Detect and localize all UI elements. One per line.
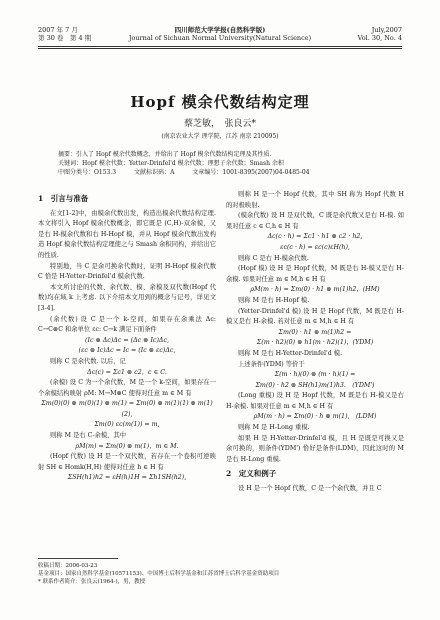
header-date: 2007 年 7 月 [38, 26, 78, 34]
equation: ρM(m · h) = Σm(0) · h1 ⊗ m(1)h2，(HM) [250, 286, 380, 294]
equation: Σm(0) εc(m(1)) = m, [94, 421, 160, 429]
header-rule [38, 46, 402, 47]
equation: Σ(m · h)(0) ⊗ (m · h)(1) = [274, 371, 356, 379]
abstract [58, 150, 382, 177]
equation: ΣSH(h1)h2 = εH(h)1H = Σh1SH(h2), [67, 474, 187, 482]
equation: ρM(m) = Σm(0) ⊗ m(1)，m ∈ M. [75, 442, 179, 450]
section-heading: 1 引言与准备 [38, 194, 89, 203]
abstract-summary: 摘要：引入了 Hopf 模余代数概念，并给出了 Hopf 模余代数结构定理及其性质. [58, 151, 272, 158]
header-right [358, 26, 402, 42]
equation: Σ(m · h2)(0) ⊗ h1(m · h2)(1)，(YDM) [256, 339, 374, 347]
paragraph: (模余代数) 设 H 是双代数，C 既是余代数又是右 H-模. 如果对任意 c ∈ C,h ∈ H 有 [226, 212, 404, 230]
footnote-fund: 基金项目：国家自然科学基金(10571153)、中国博士后科学基金和江苏省博士后科学基金资助项目 [38, 571, 280, 577]
equation: Σm(0) · h2 ⊗ SH(h1)m(1)h3. (YDM') [255, 381, 375, 389]
paragraph: (Hopf 模) 设 H 是 Hopf 代数，M 既是右 H-模又是右 H-余模. 如果对任意 m ∈ M,h ∈ H 有 [226, 265, 404, 283]
paper-title: Hopf 模余代数结构定理 [130, 93, 310, 111]
footnote [38, 562, 402, 586]
paragraph: 在文[1-2]中，由模余代数出发，构造出模余代数结构定理. 本文将引入 Hopf 模余代数概念，即它既是 (C,H)-双余模，又是右 H-模余代数和右 H-Hopf 模，并从 Hopf 模余代数出发构造 Hopf 模余代数结构定理使之与 Smash 余积同构，并给出它的性质. [38, 209, 216, 259]
header-journal-cn: 四川师范大学学报(自然科学版) [174, 26, 266, 34]
header-rule-thin [38, 48, 402, 49]
paragraph: (余模) 设 C 为一个余代数，M 是一个 k-空间，如果存在一个余模结构映射 ρM: M→M⊗C 使得对任意 m ∈ M 有 [38, 379, 216, 397]
equation: (εc ⊗ Ic)Δc = Ic = (Ic ⊗ εc)Δc, [78, 347, 176, 355]
equation: Δc(c) = Σc1 ⊗ c2，c ∈ C. [87, 368, 167, 376]
paragraph: 则称 H 是一个 Hopf 代数，其中 SH 称为 Hopf 代数 H 的对极映射. [226, 191, 404, 209]
left-column [38, 190, 216, 484]
equation: Δc(c · h) = Σc1 · h1 ⊗ c2 · h2, [267, 233, 363, 241]
paragraph: (Yetter-Drinfel'd 模) 设 H 是 Hopf 代数，M 既是右 H-模又是右 H-余模. 若对任意 m ∈ M,h ∈ H 有 [226, 307, 404, 326]
paragraph: 则称 M 是 H-Long 重模. [238, 424, 310, 432]
section-heading: 2 定义和例子 [226, 469, 277, 479]
header-volume: 第 30 卷 第 4 期 [38, 34, 92, 42]
paragraph: 则称 C 是右 H-模余代数. [238, 254, 309, 262]
paragraph: 则称 C 是余代数. 以后，记 [50, 357, 126, 365]
paper-authors: 蔡芝敏， 张良云* [183, 119, 256, 129]
paragraph: (Long 重模) 设 H 是 Hopf 代数，M 既是右 H-模又是右 H-余模. 如果对任意 m ∈ M,h ∈ H 有 [226, 392, 404, 410]
paragraph: (Hopf 代数) 设 H 是一个双代数，若存在一个卷积可逆映射 SH ∈ Homk(H,H) 使得对任意 h ∈ H 有 [38, 453, 216, 471]
paragraph: (余代数) 设 C 是一个 k-空间，如果存在余乘法 Δc: C→C⊗C 和余单位 εc: C→k 满足下面条件 [38, 315, 216, 334]
header-date-en: July,2007 [371, 26, 402, 34]
paragraph: 则称 M 是右 H-Hopf 模. [238, 296, 310, 304]
running-header [38, 26, 402, 56]
footnote-received: 收稿日期：2006-03-23 [38, 563, 98, 569]
header-volume-en: Vol. 30, No. 4 [357, 34, 402, 42]
paper-affiliation: (南京农业大学 理学院，江苏 南京 210095) [161, 133, 279, 140]
paragraph: 则称 M 是右 H-Yetter-Drinfel'd 模. [238, 349, 343, 357]
equation: Σm(0)(0) ⊗ m(0)(1) ⊗ m(1) = Σm(0) ⊗ m(1)(1) ⊗ m(1)(2), [41, 400, 213, 418]
paragraph: 本文所讨论的代数、余代数、模、余模及双代数(Hopf 代数)均在域 k 上考虑. 以下介绍本文用到的概念与记号，详见文[3-4]. [38, 283, 216, 312]
header-center [38, 26, 402, 42]
equation: Σm(0) · h1 ⊗ m(1)h2 = [278, 328, 352, 336]
abstract-keywords: 关键词：Hopf 模余代数；Yetter-Drinfel'd 模余代数；理想子余代数；Smash 余积 [58, 160, 284, 167]
paragraph: 则称 M 是右 C-余模，其中 [50, 432, 127, 440]
equation: (Ic ⊗ Δc)Δc = (Δc ⊗ Ic)Δc, [85, 336, 169, 344]
paragraph: 上述条件(YDM) 等价于 [238, 360, 305, 368]
footnote-rule [38, 558, 118, 559]
paragraph: 特别地，当 C 是余可换余代数时，证明 H-Hopf 模余代数 C 恰是 H-Yetter-Drinfel'd 模余代数. [38, 262, 216, 281]
equation: εc(c · h) = εc(c)εH(h), [280, 243, 350, 251]
paragraph: 设 H 是一个 Hopf 代数，C 是一个余代数，并且 C [238, 485, 382, 493]
right-column [226, 190, 404, 495]
paragraph: 如果 H 是 H-Yetter-Drinfel'd 模，且 H 是既是可换又是余可换的，则条件(YDM') 恰好是条件(LDM)，因此这时的 M 是右 H-Long 重模. [226, 434, 404, 463]
header-journal-en: Journal of Sichuan Normal University(Natural Science) [128, 34, 312, 42]
equation: ρM(m · h) = Σm(0) · h ⊗ m(1), (LDM) [253, 413, 377, 421]
footnote-author: * 联系作者简介：张良云(1964-)，男，教授 [38, 579, 146, 585]
abstract-classification: 中图分类号：O153.3 文献标识码：A 文章编号：1001-8395(2007)04-0485-04 [58, 169, 310, 176]
